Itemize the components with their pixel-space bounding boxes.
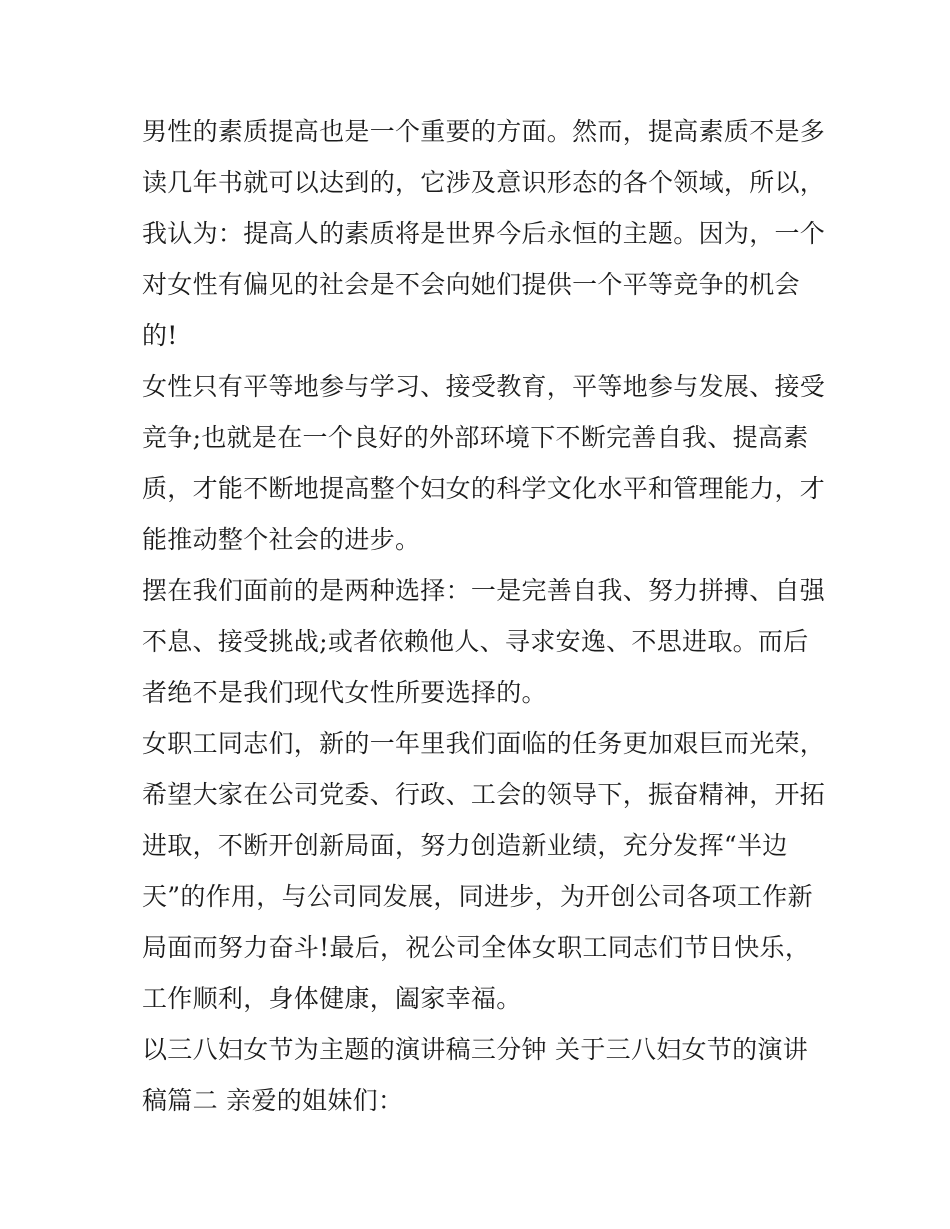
text-line-15: 进取，不断开创新局面，努力创造新业绩，充分发挥“半边 bbox=[142, 831, 788, 860]
text-line-12: 者绝不是我们现代女性所要选择的。 bbox=[142, 678, 547, 707]
text-line-19: 以三八妇女节为主题的演讲稿三分钟 关于三八妇女节的演讲 bbox=[142, 1035, 809, 1064]
text-line-7: 竞争;也就是在一个良好的外部环境下不断完善自我、提高素 bbox=[142, 423, 809, 452]
text-line-9: 能推动整个社会的进步。 bbox=[142, 525, 421, 554]
text-line-2: 读几年书就可以达到的，它涉及意识形态的各个领域，所以， bbox=[142, 168, 826, 197]
text-line-13: 女职工同志们，新的一年里我们面临的任务更加艰巨而光荣， bbox=[142, 729, 826, 758]
text-line-8: 质，才能不断地提高整个妇女的科学文化水平和管理能力，才 bbox=[142, 474, 826, 503]
text-line-18: 工作顺利，身体健康，阖家幸福。 bbox=[142, 984, 522, 1013]
text-line-6: 女性只有平等地参与学习、接受教育，平等地参与发展、接受 bbox=[142, 372, 826, 401]
text-line-1: 男性的素质提高也是一个重要的方面。然而，提高素质不是多 bbox=[142, 117, 826, 146]
text-line-5: 的! bbox=[142, 321, 178, 350]
text-line-17: 局面而努力奋斗!最后，祝公司全体女职工同志们节日快乐， bbox=[142, 933, 811, 962]
text-line-16: 天”的作用，与公司同发展，同进步，为开创公司各项工作新 bbox=[142, 882, 813, 911]
text-line-10: 摆在我们面前的是两种选择：一是完善自我、努力拼搏、自强 bbox=[142, 576, 826, 605]
document-body bbox=[142, 106, 826, 1126]
text-line-14: 希望大家在公司党委、行政、工会的领导下，振奋精神，开拓 bbox=[142, 780, 826, 809]
text-line-20: 稿篇二 亲爱的姐妹们： bbox=[142, 1086, 404, 1115]
text-line-4: 对女性有偏见的社会是不会向她们提供一个平等竞争的机会 bbox=[142, 270, 800, 299]
text-line-3: 我认为：提高人的素质将是世界今后永恒的主题。因为，一个 bbox=[142, 219, 826, 248]
text-line-11: 不息、接受挑战;或者依赖他人、寻求安逸、不思进取。而后 bbox=[142, 627, 809, 656]
